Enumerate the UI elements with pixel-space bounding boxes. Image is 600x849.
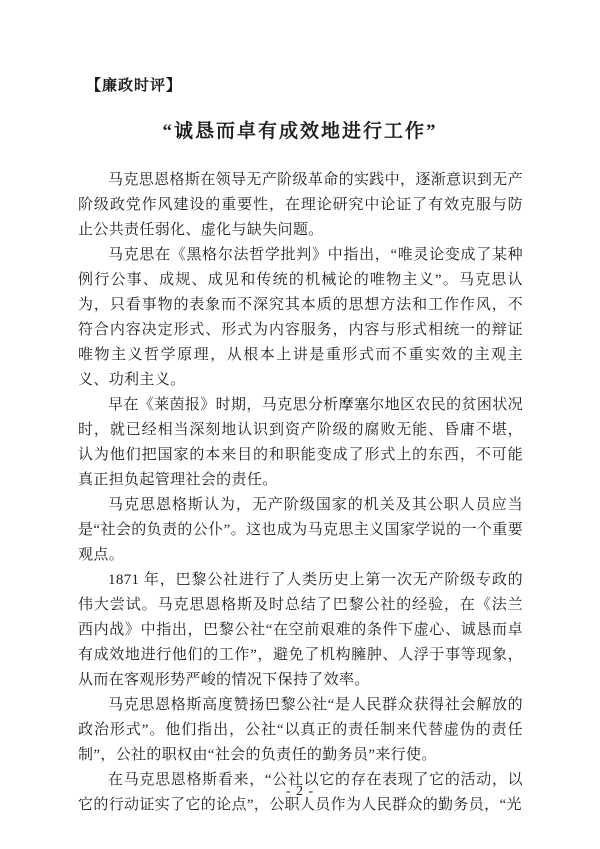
section-label: 【廉政时评】 <box>86 78 183 94</box>
paragraph: 马克思在《黑格尔法哲学批判》中指出，“唯灵论变成了某种例行公事、成规、成见和传统的机械论的唯物主义”。马克思认为，只看事物的表象而不深究其本质的思想方法和工作作风，不符合内容决定形式、形式为内容服务，内容与形式相统一的辩证唯物主义哲学原理，从根本上讲是重形式而不重实效的主观主义、功利主义。 <box>78 247 523 388</box>
paragraph: 马克思恩格斯在领导无产阶级革命的实践中，逐渐意识到无产阶级政党作风建设的重要性，在理论研究中论证了有效克服与防止公共责任弱化、虚化与缺失问题。 <box>78 172 523 238</box>
paragraph: 1871 年，巴黎公社进行了人类历史上第一次无产阶级专政的伟大尝试。马克思恩格斯及时总结了巴黎公社的经验，在《法兰西内战》中指出，巴黎公社“在空前艰难的条件下虚心、诚恳而卓有成效地进行他们的工作”，避免了机构臃肿、人浮于事等现象，从而在客观形势严峻的情况下保持了效率。 <box>78 572 523 688</box>
paragraph: 在马克思恩格斯看来，“公社以它的存在表现了它的活动，以它的行动证实了它的论点”，公职人员作为人民群众的勤务员，“光 <box>78 772 523 813</box>
page-title: “诚恳而卓有成效地进行工作” <box>162 121 438 142</box>
paragraph: 早在《莱茵报》时期，马克思分析摩塞尔地区农民的贫困状况时，就已经相当深刻地认识到资产阶级的腐败无能、昏庸不堪，认为他们把国家的本来目的和职能变成了形式上的东西，不可能真正担负起管理社会的责任。 <box>78 397 523 488</box>
paragraph: 马克思恩格斯高度赞扬巴黎公社“是人民群众获得社会解放的政治形式”。他们指出，公社“以真正的责任制来代替虚伪的责任制”，公社的职权由“社会的负责任的勤务员”来行使。 <box>78 697 523 763</box>
page-number: - 2 - <box>285 784 315 799</box>
paragraph: 马克思恩格斯认为，无产阶级国家的机关及其公职人员应当是“社会的负责的公仆”。这也成为马克思主义国家学说的一个重要观点。 <box>78 497 523 563</box>
body-paragraphs <box>78 168 523 818</box>
